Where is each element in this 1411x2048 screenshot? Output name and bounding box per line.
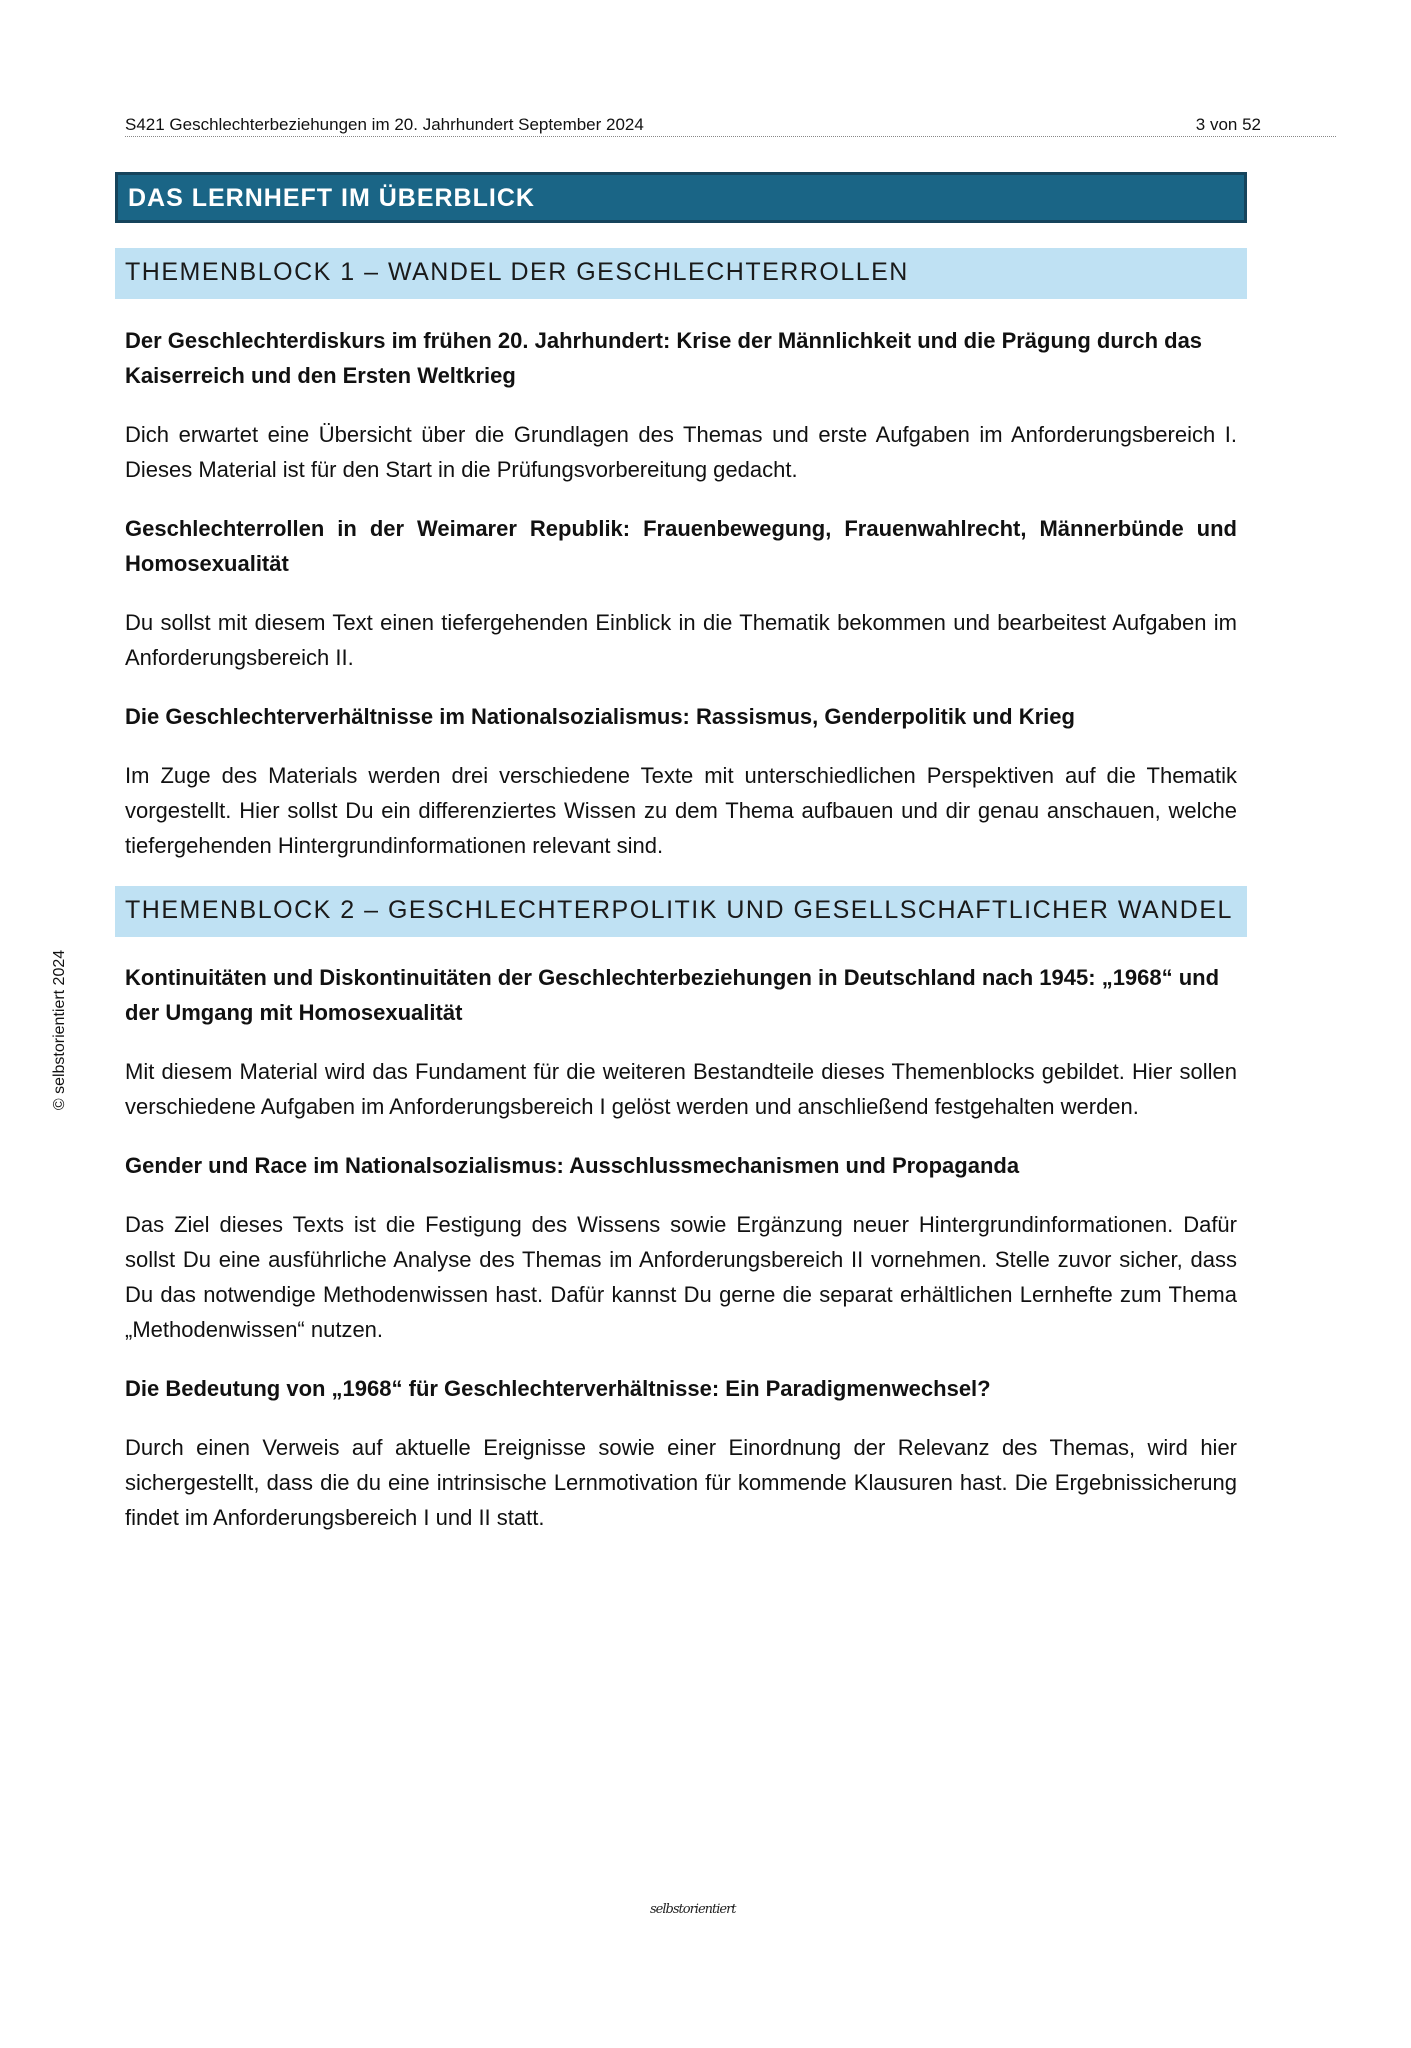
section-text: Durch einen Verweis auf aktuelle Ereignisse sowie einer Einordnung der Relevanz des Themas, wird hier sichergestellt, dass die du eine intrinsische Lernmotivation für kommende Klausuren hast. Die Ergebnissicherung findet im Anforderungsbereich I und II statt. bbox=[125, 1435, 1237, 1530]
page-header bbox=[125, 112, 1336, 137]
themenblock-1-content bbox=[125, 323, 1237, 863]
section-heading: Kontinuitäten und Diskontinuitäten der Geschlechterbeziehungen in Deutschland nach 1945: „1968“ und der Umgang mit Homosexualität bbox=[125, 965, 1220, 1025]
document-title: S421 Geschlechterbeziehungen im 20. Jahrhundert September 2024 bbox=[125, 115, 644, 134]
page-title: DAS LERNHEFT IM ÜBERBLICK bbox=[115, 172, 1247, 223]
section-text: Dich erwartet eine Übersicht über die Grundlagen des Themas und erste Aufgaben im Anforderungsbereich I. Dieses Material ist für den Start in die Prüfungsvorbereitung gedacht. bbox=[125, 422, 1237, 482]
page-number: 3 von 52 bbox=[1195, 115, 1261, 134]
section-text: Du sollst mit diesem Text einen tiefergehenden Einblick in die Thematik bekommen und bearbeitest Aufgaben im Anforderungsbereich II. bbox=[125, 610, 1237, 670]
section-heading: Der Geschlechterdiskurs im frühen 20. Jahrhundert: Krise der Männlichkeit und die Prägung durch das Kaiserreich und den Ersten Weltkrieg bbox=[125, 328, 1203, 388]
section-heading: Gender und Race im Nationalsozialismus: Ausschlussmechanismen und Propaganda bbox=[125, 1153, 1020, 1178]
copyright-notice: © selbstorientiert 2024 bbox=[51, 949, 68, 1111]
section-heading: Die Geschlechterverhältnisse im Nationalsozialismus: Rassismus, Genderpolitik und Krieg bbox=[125, 704, 1075, 729]
themenblock-2-content bbox=[125, 960, 1237, 1535]
section-heading: Die Bedeutung von „1968“ für Geschlechterverhältnisse: Ein Paradigmenwechsel? bbox=[125, 1376, 991, 1401]
section-text: Das Ziel dieses Texts ist die Festigung des Wissens sowie Ergänzung neuer Hintergrundinformationen. Dafür sollst Du eine ausführliche Analyse des Themas im Anforderungsbereich II vornehmen. Stelle zuvor sicher, dass Du das notwendige Methodenwissen hast. Dafür kannst Du gerne die separat erhältlichen Lernhefte zum Thema „Methodenwissen“ nutzen. bbox=[125, 1212, 1237, 1342]
themenblock-2-heading: THEMENBLOCK 2 – GESCHLECHTERPOLITIK UND GESELLSCHAFTLICHER WANDEL bbox=[115, 886, 1247, 937]
section-text: Mit diesem Material wird das Fundament für die weiteren Bestandteile dieses Themenblocks gebildet. Hier sollen verschiedene Aufgaben im Anforderungsbereich I gelöst werden und anschließend festgehalten werden. bbox=[125, 1059, 1237, 1119]
section-heading: Geschlechterrollen in der Weimarer Republik: Frauenbewegung, Frauenwahlrecht, Männerbünde und Homosexualität bbox=[125, 516, 1237, 576]
footer-logo: selbstorientiert bbox=[650, 1902, 736, 1917]
section-text: Im Zuge des Materials werden drei verschiedene Texte mit unterschiedlichen Perspektiven auf die Thematik vorgestellt. Hier sollst Du ein differenziertes Wissen zu dem Thema aufbauen und dir genau anschauen, welche tiefergehenden Hintergrundinformationen relevant sind. bbox=[125, 763, 1237, 858]
themenblock-1-heading: THEMENBLOCK 1 – WANDEL DER GESCHLECHTERROLLEN bbox=[115, 248, 1247, 299]
